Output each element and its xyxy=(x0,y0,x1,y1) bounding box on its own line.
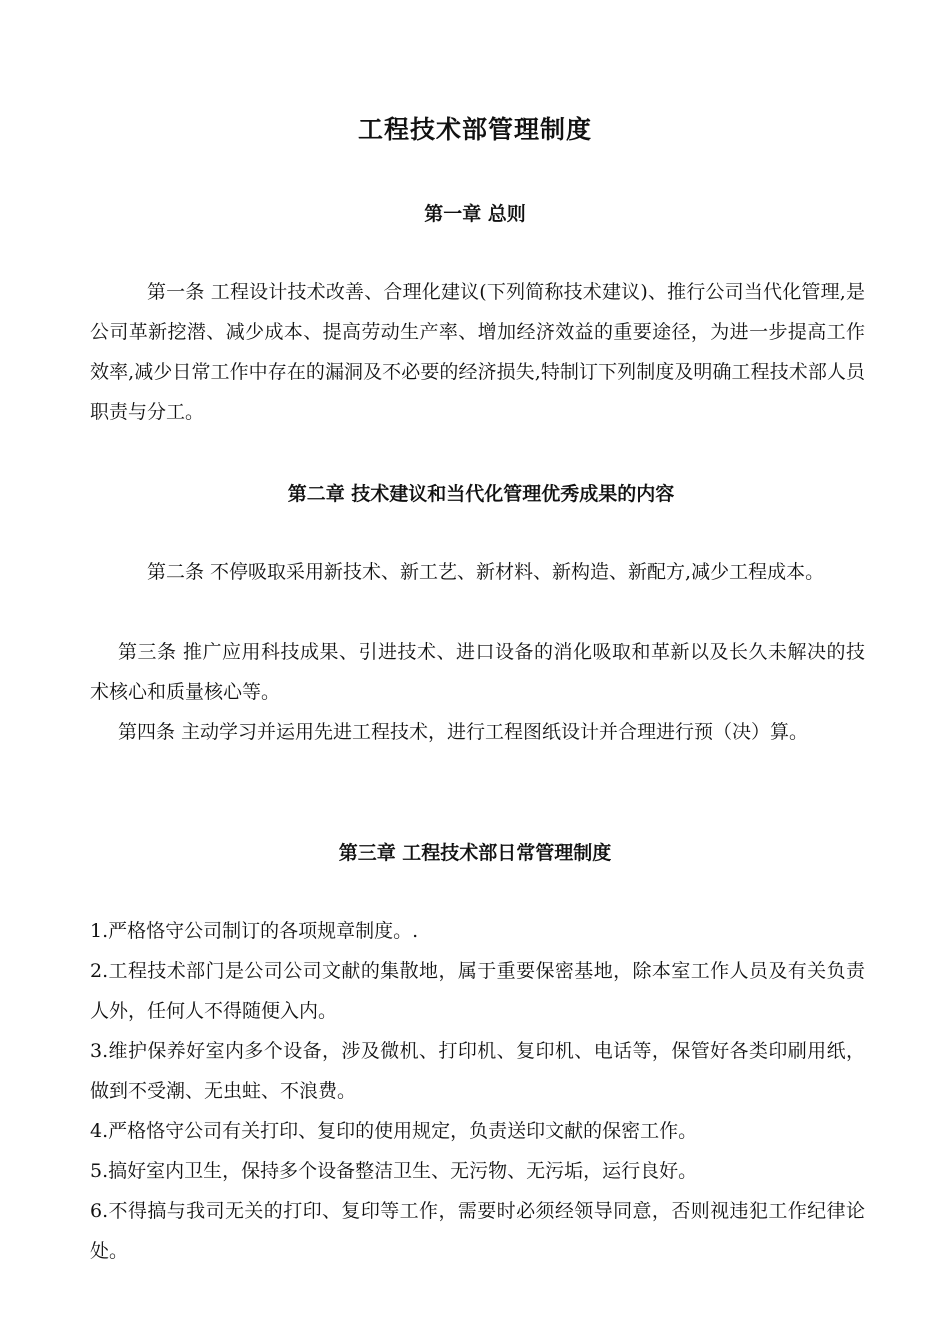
document-title: 工程技术部管理制度 xyxy=(357,115,592,144)
rule-item-1: 1.严格恪守公司制订的各项规章制度。. xyxy=(90,920,419,942)
article-3: 第三条 推广应用科技成果、引进技术、进口设备的消化吸取和革新以及长久未解决的技术核心和质量核心等。 xyxy=(90,641,865,703)
chapter-1-heading: 第一章 总则 xyxy=(424,203,526,225)
rule-item-3: 3.维护保养好室内多个设备，涉及微机、打印机、复印机、电话等，保管好各类印刷用纸，做到不受潮、无虫蛀、不浪费。 xyxy=(90,1040,865,1102)
article-1: 第一条 工程设计技术改善、合理化建议(下列简称技术建议)、推行公司当代化管理,是公司革新挖潜、减少成本、提高劳动生产率、增加经济效益的重要途径，为进一步提高工作效率,减少日常工作中存在的漏洞及不必要的经济损失,特制订下列制度及明确工程技术部人员职责与分工。 xyxy=(90,281,865,423)
rule-item-5: 5.搞好室内卫生，保持多个设备整洁卫生、无污物、无污垢，运行良好。 xyxy=(90,1160,698,1182)
article-4: 第四条 主动学习并运用先进工程技术，进行工程图纸设计并合理进行预（决）算。 xyxy=(118,721,809,743)
chapter-3-heading: 第三章 工程技术部日常管理制度 xyxy=(338,842,612,864)
rule-item-4: 4.严格恪守公司有关打印、复印的使用规定，负责送印文献的保密工作。 xyxy=(90,1120,698,1142)
rule-item-2: 2.工程技术部门是公司公司文献的集散地，属于重要保密基地，除本室工作人员及有关负责人外，任何人不得随便入内。 xyxy=(90,960,865,1022)
rules-list xyxy=(90,911,865,1271)
article-2: 第二条 不停吸取采用新技术、新工艺、新材料、新构造、新配方,减少工程成本。 xyxy=(147,561,825,583)
rule-item-6: 6.不得搞与我司无关的打印、复印等工作，需要时必须经领导同意，否则视违犯工作纪律论处。 xyxy=(90,1200,865,1262)
chapter-2-heading: 第二章 技术建议和当代化管理优秀成果的内容 xyxy=(287,483,675,505)
